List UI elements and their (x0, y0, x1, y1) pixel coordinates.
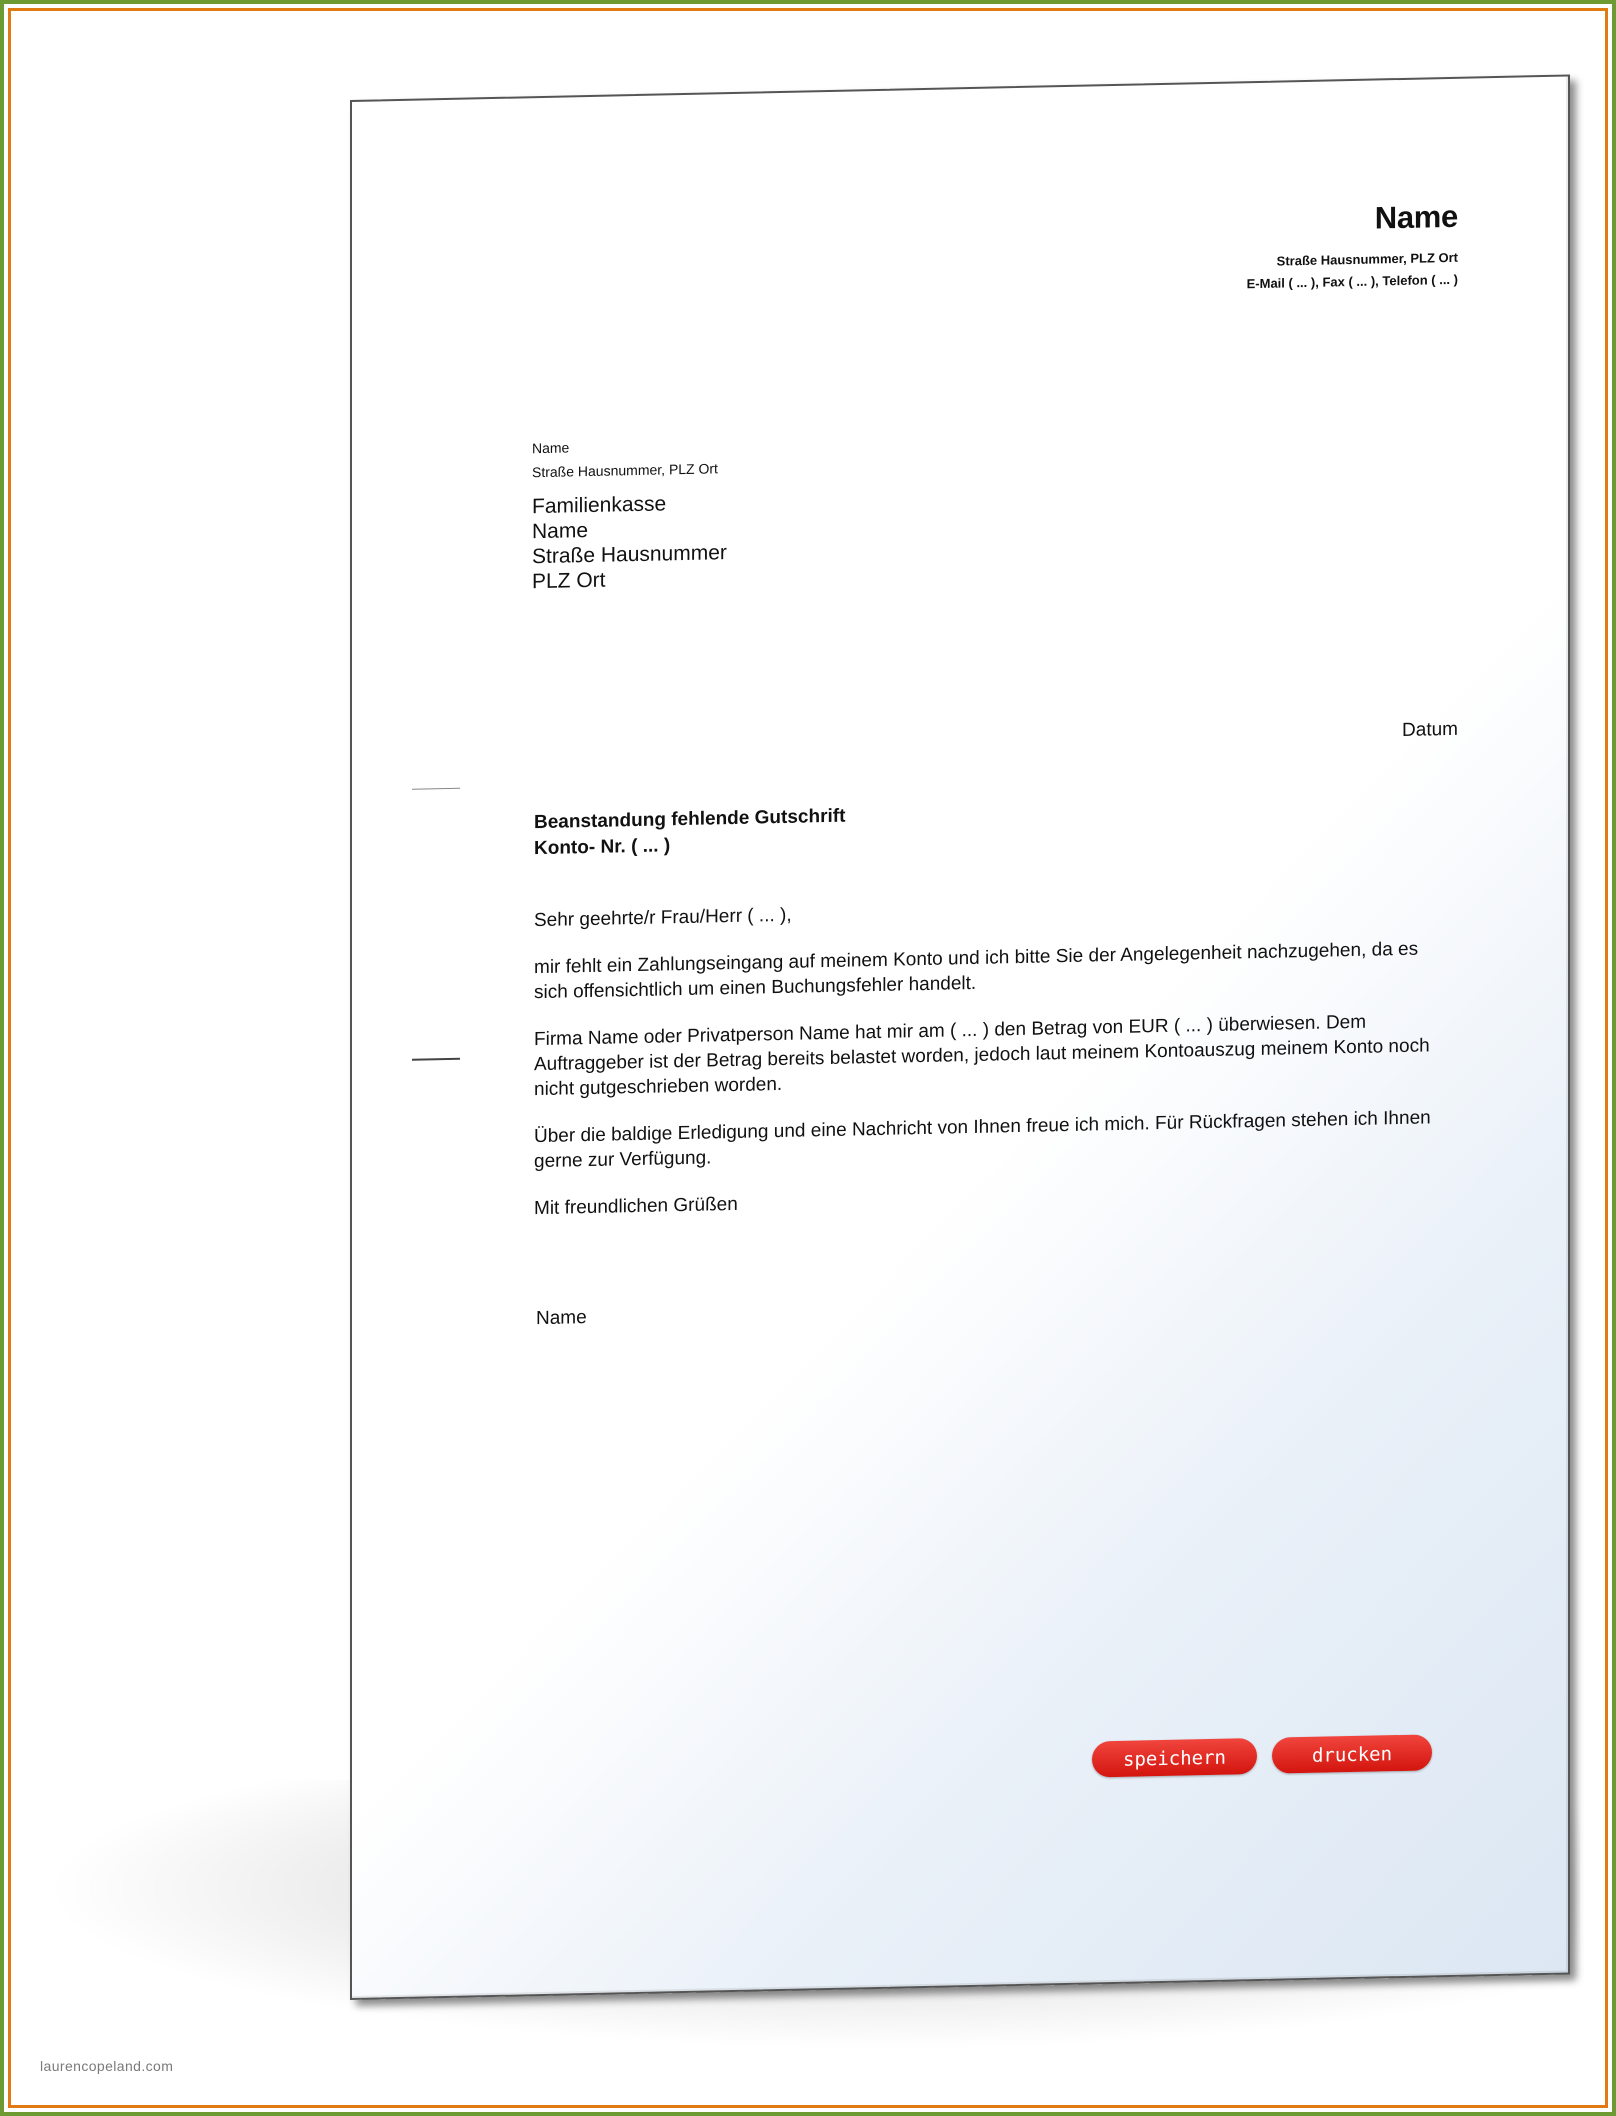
paragraph-3: Über die baldige Erledigung und eine Nachricht von Ihnen freue ich mich. Für Rückfragen stehen ich Ihnen gerne zur Verfügung. (534, 1107, 1431, 1173)
return-address (532, 432, 718, 484)
letter-body (534, 889, 1444, 1243)
return-address-street: Straße Hausnummer, PLZ Ort (532, 460, 718, 481)
print-button[interactable]: drucken (1272, 1734, 1432, 1773)
paragraph-2: Firma Name oder Privatperson Name hat mir am ( ... ) den Betrag von EUR ( ... ) überwiesen. Dem Auftraggeber ist der Betrag bereits belastet worden, jedoch laut meinem Kontoauszug meinem Konto noch nicht gutgeschrieben worden. (534, 1011, 1430, 1101)
signature-name: Name (536, 1307, 587, 1330)
recipient-address (532, 490, 727, 594)
salutation: Sehr geehrte/r Frau/Herr ( ... ), (534, 904, 792, 932)
subject (534, 804, 845, 863)
recipient-line-1: Familienkasse (532, 492, 667, 519)
sender-name: Name (1374, 198, 1458, 236)
recipient-line-2: Name (532, 519, 589, 544)
watermark: laurencopeland.com (40, 2058, 174, 2074)
closing: Mit freundlichen Grüßen (534, 1193, 738, 1220)
recipient-line-3: Straße Hausnummer (532, 541, 727, 569)
letter-page (350, 74, 1570, 2000)
recipient-line-4: PLZ Ort (532, 568, 606, 594)
subject-line-2: Konto- Nr. ( ... ) (534, 835, 671, 860)
subject-line-1: Beanstandung fehlende Gutschrift (534, 805, 846, 834)
save-button[interactable]: speichern (1092, 1738, 1257, 1777)
fold-mark-middle (412, 1058, 460, 1061)
letter-date: Datum (1402, 718, 1458, 741)
paragraph-1: mir fehlt ein Zahlungseingang auf meinem Konto und ich bitte Sie der Angelegenheit nachzugehen, da es sich offensichtlich um einen Buchungsfehler handelt. (534, 938, 1419, 1004)
fold-mark-top (412, 788, 460, 790)
letter-sheet (350, 74, 1570, 2000)
sender-contact: E-Mail ( ... ), Fax ( ... ), Telefon ( ... ) (1246, 271, 1458, 292)
return-address-name: Name (532, 439, 570, 457)
sender-header (1247, 199, 1458, 295)
sender-address: Straße Hausnummer, PLZ Ort (1276, 249, 1458, 269)
